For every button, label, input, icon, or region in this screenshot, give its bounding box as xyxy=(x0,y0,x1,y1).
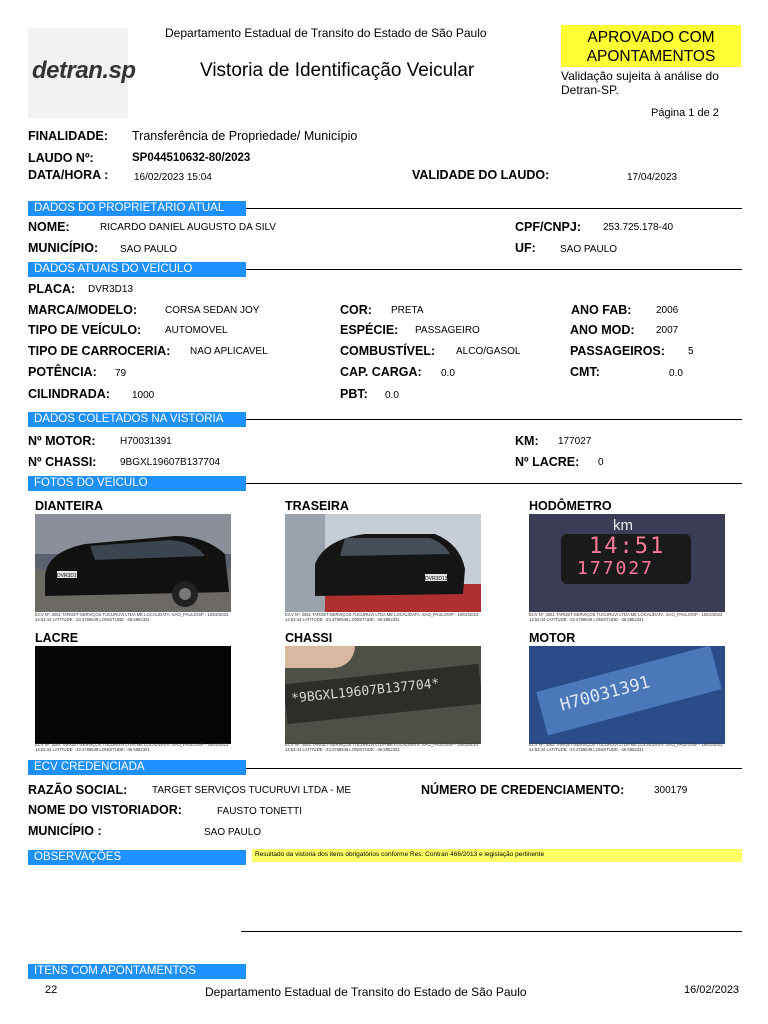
passageiros-value: 5 xyxy=(688,346,694,357)
section-items: ITENS COM APONTAMENTOS xyxy=(28,964,246,979)
divider xyxy=(241,931,742,932)
anomod-value: 2007 xyxy=(656,325,679,336)
cmt-label: CMT: xyxy=(570,365,600,379)
lacre-value: 0 xyxy=(598,457,604,468)
validade-value: 17/04/2023 xyxy=(627,172,678,183)
especie-label: ESPÉCIE: xyxy=(340,323,399,337)
photo-chassi xyxy=(285,646,481,744)
cilindrada-value: 1000 xyxy=(132,390,155,401)
municipio-label: MUNICÍPIO: xyxy=(28,241,99,255)
nome-value: RICARDO DANIEL AUGUSTO DA SILV xyxy=(100,222,276,233)
tipo-value: AUTOMOVEL xyxy=(165,325,228,336)
plate-rear: DVR3D13 xyxy=(425,576,448,582)
cilindrada-label: CILINDRADA: xyxy=(28,387,110,401)
motor-value: H70031391 xyxy=(120,436,172,447)
section-ecv: ECV CREDENCIADA xyxy=(28,760,246,775)
page-title: Vistoria de Identificação Veicular xyxy=(200,60,475,81)
obs-text: Resultado da vistoria dos itens obrigatórios conforme Res. Contran 466/2013 e legislação pertinente xyxy=(252,849,742,862)
cor-label: COR: xyxy=(340,303,372,317)
footer-date: 16/02/2023 xyxy=(684,984,740,996)
photo-caption: ECV Nº: 3051 TARGET-SERVIÇOS TUCURUVI LTDA ME LOCAL/DATA: SAO_PAULO/SP - 16/02/2023 14:53:44 LATITUDE: -23.4769549 LONGITUDE: -46.5952331 xyxy=(285,742,479,752)
pbt-label: PBT: xyxy=(340,387,368,401)
capcarga-value: 0.0 xyxy=(441,368,455,379)
lacre-label: Nº LACRE: xyxy=(515,455,580,469)
placa-value: DVR3D13 xyxy=(88,284,134,295)
cmt-value: 0.0 xyxy=(669,368,683,379)
page-number: Página 1 de 2 xyxy=(651,107,719,119)
marca-value: CORSA SEDAN JOY xyxy=(165,305,260,316)
motor-label: Nº MOTOR: xyxy=(28,434,96,448)
divider xyxy=(246,768,742,769)
photo-traseira xyxy=(285,514,481,612)
marca-label: MARCA/MODELO: xyxy=(28,303,138,317)
photo-label-lacre: LACRE xyxy=(35,631,79,645)
ecv-municipio-value: SAO PAULO xyxy=(204,827,262,838)
tipo-label: TIPO DE VEÍCULO: xyxy=(28,323,142,337)
km-label: KM: xyxy=(515,434,539,448)
chassi-value: 9BGXL19607B137704 xyxy=(120,457,221,468)
razao-label: RAZÃO SOCIAL: xyxy=(28,783,128,797)
credenciamento-value: 300179 xyxy=(654,785,688,796)
photo-caption: ECV Nº: 3051 TARGET-SERVIÇOS TUCURUVI LTDA ME LOCAL/DATA: SAO_PAULO/SP - 16/02/2023 14:53:44 LATITUDE: -23.4769549 LONGITUDE: -46.5952331 xyxy=(529,612,723,622)
passageiros-label: PASSAGEIROS: xyxy=(570,344,665,358)
photo-caption: ECV Nº: 3051 TARGET-SERVIÇOS TUCURUVI LTDA ME LOCAL/DATA: SAO_PAULO/SP - 16/02/2023 14:53:44 LATITUDE: -23.4769549 LONGITUDE: -46.5952331 xyxy=(529,742,723,752)
photo-caption: ECV Nº: 3051 TARGET-SERVIÇOS TUCURUVI LTDA ME LOCAL/DATA: SAO_PAULO/SP - 16/02/2023 14:53:44 LATITUDE: -23.4769549 LONGITUDE: -46.5952331 xyxy=(285,612,479,622)
carroceria-value: NAO APLICAVEL xyxy=(190,346,268,357)
photo-caption: ECV Nº: 3051 TARGET-SERVIÇOS TUCURUVI LTDA ME LOCAL/DATA: SAO_PAULO/SP - 16/02/2023 14:53:44 LATITUDE: -23.4769549 LONGITUDE: -46.5952331 xyxy=(35,742,229,752)
km-value: 177027 xyxy=(558,436,592,447)
photo-label-traseira: TRASEIRA xyxy=(285,499,349,513)
vistoriador-value: FAUSTO TONETTI xyxy=(217,806,303,817)
ecv-municipio-label: MUNICÍPIO : xyxy=(28,824,102,838)
divider xyxy=(246,208,742,209)
section-photos: FOTOS DO VEÍCULO xyxy=(28,476,246,491)
combustivel-label: COMBUSTÍVEL: xyxy=(340,344,436,358)
divider xyxy=(246,419,742,420)
footer-department: Departamento Estadual de Transito do Estado de São Paulo xyxy=(205,985,527,999)
status-badge: APROVADO COM APONTAMENTOS xyxy=(561,25,741,67)
nome-label: NOME: xyxy=(28,220,70,234)
photo-label-dianteira: DIANTEIRA xyxy=(35,499,104,513)
finalidade-value: Transferência de Propriedade/ Município xyxy=(132,129,358,143)
potencia-value: 79 xyxy=(115,368,127,379)
department-header: Departamento Estadual de Transito do Estado de São Paulo xyxy=(165,26,487,40)
combustivel-value: ALCO/GASOL xyxy=(456,346,521,357)
cor-value: PRETA xyxy=(391,305,424,316)
vistoriador-label: NOME DO VISTORIADOR: xyxy=(28,803,182,817)
plate-front: DVR3D13 xyxy=(57,573,80,579)
chassi-label: Nº CHASSI: xyxy=(28,455,97,469)
section-owner: DADOS DO PROPRIETÁRIO ATUAL xyxy=(28,201,246,216)
cpf-label: CPF/CNPJ: xyxy=(515,220,581,234)
uf-label: UF: xyxy=(515,241,536,255)
credenciamento-label: NÚMERO DE CREDENCIAMENTO: xyxy=(421,783,625,797)
photo-label-hodometro: HODÔMETRO xyxy=(529,499,612,513)
municipio-value: SAO PAULO xyxy=(120,244,178,255)
section-collected: DADOS COLETADOS NA VISTORIA xyxy=(28,412,246,427)
finalidade-label: FINALIDADE: xyxy=(28,129,108,143)
photo-hodometro xyxy=(529,514,725,612)
photo-caption: ECV Nº: 3051 TARGET-SERVIÇOS TUCURUVI LTDA ME LOCAL/DATA: SAO_PAULO/SP - 16/02/2023 14:53:44 LATITUDE: -23.4769549 LONGITUDE: -46.5952331 xyxy=(35,612,229,622)
photo-label-motor: MOTOR xyxy=(529,631,576,645)
laudo-label: LAUDO Nº: xyxy=(28,151,94,165)
motor-stamp: H70031391 xyxy=(557,672,653,716)
finger xyxy=(285,646,355,668)
validade-label: VALIDADE DO LAUDO: xyxy=(412,168,550,182)
photo-lacre xyxy=(35,646,231,744)
photo-motor xyxy=(529,646,725,744)
anomod-label: ANO MOD: xyxy=(570,323,635,337)
divider xyxy=(246,269,742,270)
datahora-label: DATA/HORA : xyxy=(28,168,109,182)
capcarga-label: CAP. CARGA: xyxy=(340,365,422,379)
section-vehicle: DADOS ATUAIS DO VEÍCULO xyxy=(28,262,246,277)
section-obs: OBSERVAÇÕES xyxy=(28,850,246,865)
photo-label-chassi: CHASSI xyxy=(285,631,333,645)
laudo-value: SP044510632-80/2023 xyxy=(132,152,251,164)
photo-dianteira xyxy=(35,514,231,612)
odometer-time: 14:51 xyxy=(589,534,666,559)
uf-value: SAO PAULO xyxy=(560,244,618,255)
chassi-stamp: *9BGXL19607B137704* xyxy=(290,676,441,707)
pbt-value: 0.0 xyxy=(385,390,399,401)
anofab-label: ANO FAB: xyxy=(571,303,632,317)
odometer-unit: km xyxy=(613,517,633,534)
odometer-km: 177027 xyxy=(577,558,655,579)
status-note: Validação sujeita à análise do Detran-SP. xyxy=(561,69,719,97)
carroceria-label: TIPO DE CARROCERIA: xyxy=(28,344,171,358)
cpf-value: 253.725.178-40 xyxy=(603,222,674,233)
placa-label: PLACA: xyxy=(28,282,76,296)
anofab-value: 2006 xyxy=(656,305,679,316)
footer-number: 22 xyxy=(45,984,58,996)
divider xyxy=(246,483,742,484)
potencia-label: POTÊNCIA: xyxy=(28,365,97,379)
datahora-value: 16/02/2023 15:04 xyxy=(134,172,212,183)
especie-value: PASSAGEIRO xyxy=(415,325,480,336)
razao-value: TARGET SERVIÇOS TUCURUVI LTDA - ME xyxy=(152,785,352,796)
logo: detran.sp xyxy=(32,57,136,84)
